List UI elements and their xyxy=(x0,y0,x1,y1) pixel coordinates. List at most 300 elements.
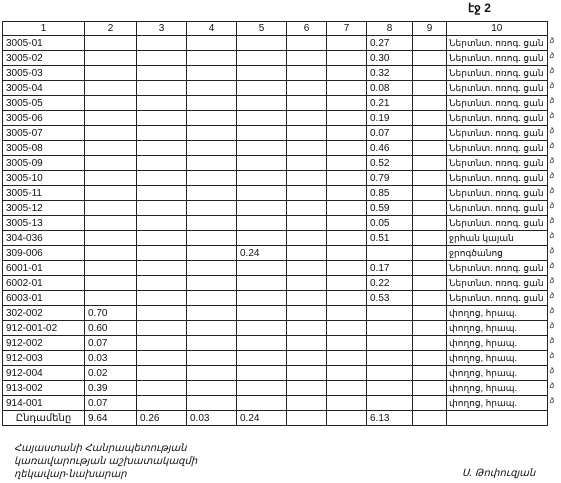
table-cell xyxy=(237,291,287,306)
table-cell xyxy=(237,351,287,366)
table-cell xyxy=(237,111,287,126)
table-cell xyxy=(187,66,237,81)
table-cell xyxy=(237,36,287,51)
table-cell xyxy=(327,321,367,336)
table-cell: 912-004 xyxy=(3,366,85,381)
table-cell xyxy=(237,216,287,231)
table-cell xyxy=(287,291,327,306)
table-cell xyxy=(367,366,413,381)
table-row xyxy=(3,246,548,261)
table-cell xyxy=(367,351,413,366)
total-cell: 0.03 xyxy=(187,411,237,426)
table-cell xyxy=(187,156,237,171)
table-cell xyxy=(413,141,447,156)
table-cell xyxy=(287,276,327,291)
table-cell: 0.51 xyxy=(367,231,413,246)
table-row xyxy=(3,381,548,396)
total-cell: 0.26 xyxy=(137,411,187,426)
table-cell xyxy=(85,291,137,306)
table-row xyxy=(3,186,548,201)
table-cell xyxy=(187,96,237,111)
table-cell: 3005-08 xyxy=(3,141,85,156)
table-cell: Ներտնտ. ոռոգ. ցան xyxy=(447,291,548,306)
table-cell xyxy=(287,306,327,321)
table-cell xyxy=(187,231,237,246)
column-header-3: 3 xyxy=(137,22,187,36)
table-cell: Ներտնտ. ոռոգ. ցան xyxy=(447,96,548,111)
table-cell: փողոց, հրապ. xyxy=(447,381,548,396)
table-cell xyxy=(413,276,447,291)
table-cell: փողոց, հրապ. xyxy=(447,321,548,336)
table-cell xyxy=(413,336,447,351)
table-cell xyxy=(137,81,187,96)
table-cell xyxy=(137,336,187,351)
table-cell xyxy=(287,126,327,141)
table-cell xyxy=(137,276,187,291)
table-cell xyxy=(413,366,447,381)
table-cell xyxy=(137,111,187,126)
table-cell xyxy=(327,396,367,411)
table-cell: 0.03 xyxy=(85,351,137,366)
table-cell xyxy=(237,96,287,111)
column-header-5: 5 xyxy=(237,22,287,36)
table-cell xyxy=(327,66,367,81)
table-cell xyxy=(187,111,237,126)
table-cell: փողոց, հրապ. xyxy=(447,366,548,381)
table-cell xyxy=(237,171,287,186)
table-cell: 0.22 xyxy=(367,276,413,291)
table-cell: 0.52 xyxy=(367,156,413,171)
table-cell xyxy=(327,51,367,66)
table-cell xyxy=(327,231,367,246)
table-cell xyxy=(237,81,287,96)
table-cell xyxy=(237,66,287,81)
table-cell: 3005-09 xyxy=(3,156,85,171)
table-cell xyxy=(137,186,187,201)
table-cell: 0.08 xyxy=(367,81,413,96)
table-cell xyxy=(327,261,367,276)
table-cell xyxy=(187,381,237,396)
signatory-title-line1: Հայաստանի Հանրապետության xyxy=(14,443,187,454)
table-cell: 0.17 xyxy=(367,261,413,276)
total-cell: 0.24 xyxy=(237,411,287,426)
signatory-name: Ս. Թոփուզյան xyxy=(462,468,536,479)
table-cell xyxy=(85,171,137,186)
table-cell: 0.07 xyxy=(85,336,137,351)
margin-annotations xyxy=(549,36,561,411)
margin-mark: ձ xyxy=(549,156,554,165)
table-cell: 912-003 xyxy=(3,351,85,366)
table-cell xyxy=(187,321,237,336)
table-cell xyxy=(287,141,327,156)
total-cell xyxy=(287,411,327,426)
table-cell xyxy=(137,171,187,186)
table-cell xyxy=(287,321,327,336)
table-cell: 0.79 xyxy=(367,171,413,186)
table-cell xyxy=(187,291,237,306)
table-cell: 3005-05 xyxy=(3,96,85,111)
margin-mark: ձ xyxy=(549,216,554,225)
table-cell xyxy=(237,336,287,351)
table-cell xyxy=(413,246,447,261)
table-cell: 0.07 xyxy=(367,126,413,141)
table-cell: 3005-10 xyxy=(3,171,85,186)
table-cell: Ներտնտ. ոռոգ. ցան xyxy=(447,81,548,96)
margin-mark: ձ xyxy=(549,231,554,240)
table-cell: 0.46 xyxy=(367,141,413,156)
margin-mark: ձ xyxy=(549,66,554,75)
table-cell: Ներտնտ. ոռոգ. ցան xyxy=(447,66,548,81)
table-cell xyxy=(367,336,413,351)
table-cell xyxy=(413,396,447,411)
table-cell: Ներտնտ. ոռոգ. ցան xyxy=(447,141,548,156)
table-cell: Ներտնտ. ոռոգ. ցան xyxy=(447,156,548,171)
table-cell: 0.24 xyxy=(237,246,287,261)
table-cell xyxy=(237,396,287,411)
table-cell xyxy=(137,201,187,216)
total-cell xyxy=(413,411,447,426)
table-cell xyxy=(413,156,447,171)
table-cell xyxy=(327,141,367,156)
table-cell xyxy=(187,396,237,411)
table-cell xyxy=(85,201,137,216)
table-row xyxy=(3,366,548,381)
table-cell xyxy=(413,51,447,66)
table-cell xyxy=(187,171,237,186)
table-cell xyxy=(137,36,187,51)
table-cell: 0.07 xyxy=(85,396,137,411)
table-cell: Ներտնտ. ոռոգ. ցան xyxy=(447,201,548,216)
table-cell xyxy=(237,141,287,156)
table-row xyxy=(3,231,548,246)
table-cell: 0.02 xyxy=(85,366,137,381)
table-cell xyxy=(85,216,137,231)
table-cell xyxy=(413,201,447,216)
table-cell xyxy=(237,261,287,276)
table-cell xyxy=(187,336,237,351)
table-cell xyxy=(287,246,327,261)
column-number-header xyxy=(3,22,548,36)
table-cell: 309-006 xyxy=(3,246,85,261)
land-parcel-table xyxy=(2,21,548,426)
margin-mark: ձ xyxy=(549,381,554,390)
table-cell xyxy=(137,366,187,381)
table-row xyxy=(3,216,548,231)
table-cell xyxy=(413,66,447,81)
table-row xyxy=(3,291,548,306)
table-row xyxy=(3,96,548,111)
table-row xyxy=(3,336,548,351)
table-cell xyxy=(85,276,137,291)
table-row xyxy=(3,111,548,126)
table-cell: 302-002 xyxy=(3,306,85,321)
table-cell xyxy=(85,126,137,141)
table-cell xyxy=(187,81,237,96)
table-cell xyxy=(237,306,287,321)
table-row xyxy=(3,351,548,366)
table-cell xyxy=(327,276,367,291)
table-cell xyxy=(137,261,187,276)
margin-mark: ձ xyxy=(549,36,554,45)
margin-mark: ձ xyxy=(549,111,554,120)
column-header-8: 8 xyxy=(367,22,413,36)
table-cell xyxy=(85,96,137,111)
table-cell xyxy=(367,306,413,321)
table-cell: 3005-01 xyxy=(3,36,85,51)
table-cell: 6003-01 xyxy=(3,291,85,306)
table-row xyxy=(3,36,548,51)
table-cell: 0.39 xyxy=(85,381,137,396)
table-cell xyxy=(137,291,187,306)
table-cell xyxy=(137,216,187,231)
table-cell xyxy=(413,351,447,366)
table-cell xyxy=(327,96,367,111)
signatory-title xyxy=(14,442,197,481)
table-cell: 304-036 xyxy=(3,231,85,246)
table-cell xyxy=(137,396,187,411)
table-cell xyxy=(187,351,237,366)
table-cell xyxy=(187,36,237,51)
column-header-9: 9 xyxy=(413,22,447,36)
column-header-1: 1 xyxy=(3,22,85,36)
table-cell: 6002-01 xyxy=(3,276,85,291)
table-row xyxy=(3,126,548,141)
table-cell xyxy=(137,51,187,66)
table-cell xyxy=(137,231,187,246)
table-cell xyxy=(413,111,447,126)
table-cell: 912-001-02 xyxy=(3,321,85,336)
margin-mark: ձ xyxy=(549,81,554,90)
margin-mark: ձ xyxy=(549,96,554,105)
table-cell xyxy=(85,231,137,246)
table-cell xyxy=(413,291,447,306)
table-cell xyxy=(327,216,367,231)
table-cell xyxy=(187,141,237,156)
table-cell xyxy=(237,321,287,336)
table-cell: 0.21 xyxy=(367,96,413,111)
margin-mark: ձ xyxy=(549,306,554,315)
table-cell: 0.27 xyxy=(367,36,413,51)
table-cell xyxy=(367,381,413,396)
table-cell xyxy=(137,351,187,366)
margin-mark: ձ xyxy=(549,141,554,150)
table-cell xyxy=(137,381,187,396)
table-cell: 913-002 xyxy=(3,381,85,396)
table-cell xyxy=(187,246,237,261)
table-cell xyxy=(187,276,237,291)
table-cell xyxy=(237,126,287,141)
column-header-4: 4 xyxy=(187,22,237,36)
table-cell xyxy=(413,306,447,321)
table-cell xyxy=(287,96,327,111)
table-cell xyxy=(413,321,447,336)
total-cell xyxy=(447,411,548,426)
table-cell xyxy=(137,156,187,171)
table-cell xyxy=(237,381,287,396)
table-cell xyxy=(287,81,327,96)
table-cell xyxy=(327,306,367,321)
table-cell: Ներտնտ. ոռոգ. ցան xyxy=(447,276,548,291)
table-cell xyxy=(85,186,137,201)
table-cell xyxy=(287,366,327,381)
margin-mark: ձ xyxy=(549,186,554,195)
table-row xyxy=(3,261,548,276)
table-cell xyxy=(237,276,287,291)
table-cell xyxy=(413,126,447,141)
table-cell xyxy=(327,186,367,201)
table-cell: փողոց, հրապ. xyxy=(447,306,548,321)
margin-mark: ձ xyxy=(549,51,554,60)
table-cell: 0.53 xyxy=(367,291,413,306)
column-header-2: 2 xyxy=(85,22,137,36)
table-cell xyxy=(413,216,447,231)
table-row xyxy=(3,321,548,336)
table-cell: 3005-03 xyxy=(3,66,85,81)
table-cell xyxy=(287,231,327,246)
table-cell xyxy=(85,111,137,126)
margin-mark: ձ xyxy=(549,336,554,345)
table-cell xyxy=(85,261,137,276)
table-cell: ջրհան կայան xyxy=(447,231,548,246)
total-label: Ընդամենը xyxy=(3,411,85,426)
table-cell xyxy=(327,111,367,126)
table-row xyxy=(3,306,548,321)
table-row xyxy=(3,156,548,171)
table-cell xyxy=(85,36,137,51)
table-cell xyxy=(187,306,237,321)
table-cell: 3005-11 xyxy=(3,186,85,201)
table-cell xyxy=(413,381,447,396)
table-cell xyxy=(187,51,237,66)
table-row xyxy=(3,201,548,216)
table-cell xyxy=(85,81,137,96)
table-cell xyxy=(85,246,137,261)
table-cell: Ներտնտ. ոռոգ. ցան xyxy=(447,36,548,51)
table-row xyxy=(3,66,548,81)
total-cell: 6.13 xyxy=(367,411,413,426)
table-cell xyxy=(287,201,327,216)
table-row xyxy=(3,141,548,156)
table-cell: 0.60 xyxy=(85,321,137,336)
column-header-10: 10 xyxy=(447,22,548,36)
signatory-title-line2: կառավարության աշխատակազմի xyxy=(14,456,198,467)
table-cell: Ներտնտ. ոռոգ. ցան xyxy=(447,111,548,126)
table-cell xyxy=(287,216,327,231)
table-cell xyxy=(367,321,413,336)
table-cell: 0.30 xyxy=(367,51,413,66)
table-cell xyxy=(367,246,413,261)
table-cell: 0.85 xyxy=(367,186,413,201)
table-cell xyxy=(137,66,187,81)
table-cell xyxy=(327,366,367,381)
table-cell: փողոց, հրապ. xyxy=(447,396,548,411)
column-header-7: 7 xyxy=(327,22,367,36)
table-cell: Ներտնտ. ոռոգ. ցան xyxy=(447,51,548,66)
total-row xyxy=(3,411,548,426)
table-row xyxy=(3,276,548,291)
table-cell xyxy=(413,96,447,111)
table-cell xyxy=(413,261,447,276)
table-cell xyxy=(367,396,413,411)
margin-mark: ձ xyxy=(549,366,554,375)
margin-mark: ձ xyxy=(549,276,554,285)
table-cell: փողոց, հրապ. xyxy=(447,336,548,351)
table-cell xyxy=(287,261,327,276)
table-cell xyxy=(237,201,287,216)
table-cell xyxy=(85,141,137,156)
table-row xyxy=(3,51,548,66)
table-cell: Ներտնտ. ոռոգ. ցան xyxy=(447,261,548,276)
table-cell: 0.05 xyxy=(367,216,413,231)
table-cell xyxy=(137,246,187,261)
table-cell xyxy=(287,36,327,51)
margin-mark: ձ xyxy=(549,171,554,180)
table-cell xyxy=(187,126,237,141)
table-cell xyxy=(85,66,137,81)
table-cell xyxy=(85,156,137,171)
table-cell xyxy=(327,246,367,261)
table-cell: 0.32 xyxy=(367,66,413,81)
table-cell: 0.70 xyxy=(85,306,137,321)
table-cell: Ներտնտ. ոռոգ. ցան xyxy=(447,126,548,141)
table-cell xyxy=(327,156,367,171)
table-cell xyxy=(287,186,327,201)
table-cell xyxy=(287,51,327,66)
table-row xyxy=(3,171,548,186)
table-cell xyxy=(327,291,367,306)
table-cell xyxy=(327,201,367,216)
table-cell xyxy=(287,351,327,366)
table-cell: 3005-12 xyxy=(3,201,85,216)
table-row xyxy=(3,396,548,411)
table-cell xyxy=(327,381,367,396)
table-cell: Ներտնտ. ոռոգ. ցան xyxy=(447,186,548,201)
table-cell: 914-001 xyxy=(3,396,85,411)
margin-mark: ձ xyxy=(549,321,554,330)
table-cell xyxy=(327,351,367,366)
table-cell xyxy=(413,171,447,186)
table-cell xyxy=(287,396,327,411)
margin-mark: ձ xyxy=(549,246,554,255)
table-cell xyxy=(137,321,187,336)
table-cell: Ներտնտ. ոռոգ. ցան xyxy=(447,171,548,186)
table-cell xyxy=(327,81,367,96)
page-number-label: էջ 2 xyxy=(468,1,491,15)
table-cell xyxy=(237,51,287,66)
table-cell: 3005-02 xyxy=(3,51,85,66)
margin-mark: ձ xyxy=(549,351,554,360)
margin-mark: ձ xyxy=(549,291,554,300)
table-cell: 912-002 xyxy=(3,336,85,351)
table-cell xyxy=(237,366,287,381)
total-cell xyxy=(327,411,367,426)
table-cell xyxy=(187,201,237,216)
table-cell xyxy=(237,156,287,171)
table-cell xyxy=(287,111,327,126)
table-cell: 6001-01 xyxy=(3,261,85,276)
table-cell xyxy=(287,336,327,351)
margin-mark: ձ xyxy=(549,396,554,405)
column-header-6: 6 xyxy=(287,22,327,36)
table-cell xyxy=(137,141,187,156)
table-cell xyxy=(137,96,187,111)
table-cell: ջրոգծանոց xyxy=(447,246,548,261)
table-cell: 3005-04 xyxy=(3,81,85,96)
table-cell xyxy=(413,81,447,96)
table-cell xyxy=(327,126,367,141)
table-cell: Ներտնտ. ոռոգ. ցան xyxy=(447,216,548,231)
table-cell: 3005-13 xyxy=(3,216,85,231)
